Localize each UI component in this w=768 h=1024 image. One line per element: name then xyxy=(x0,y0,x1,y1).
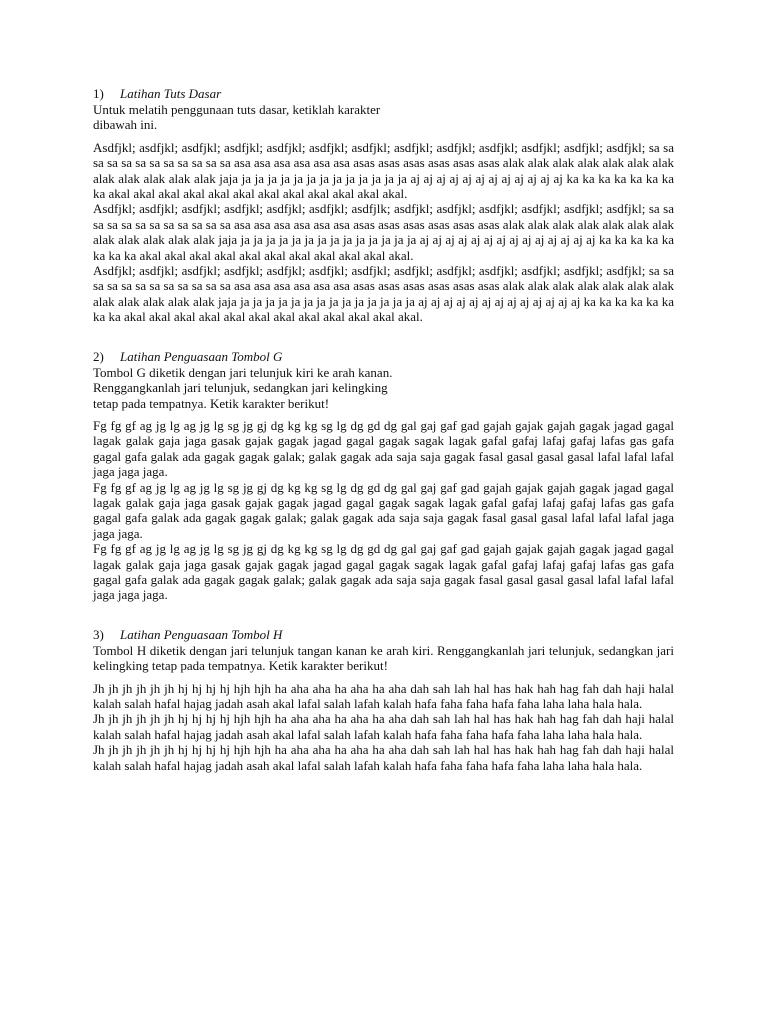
section-intro: Tombol H diketik dengan jari telunjuk tangan kanan ke arah kiri. Renggangkanlah jari telunjuk, sedangkan jari kelingking tetap pada tempatnya. Ketik karakter berikut! xyxy=(93,642,674,674)
section-tombol-h xyxy=(93,627,674,773)
drill-paragraph: Asdfjkl; asdfjkl; asdfjkl; asdfjkl; asdfjkl; asdfjkl; asdfjkl; asdfjkl; asdfjkl; asdfjkl; asdfjkl; asdfjkl; asdfjkl; sa sa sa sa sa sa sa sa sa sa sa sa asa asa asa asa asa asa asas asas asas asas asas asas alak alak alak alak alak alak alak alak alak alak alak alak jaja ja ja ja ja ja ja ja ja ja ja ja ja ja aj aj aj aj aj aj aj aj aj aj aj aj ka ka ka ka ka ka ka ka akal akal akal akal akal akal akal akal akal akal akal akal. xyxy=(93,139,674,202)
drill-paragraph: Asdfjkl; asdfjkl; asdfjkl; asdfjkl; asdfjkl; asdfjkl; asdfjkl; asdfjkl; asdfjkl; asdfjkl; asdfjkl; asdfjkl; asdfjkl; sa sa sa sa sa sa sa sa sa sa sa sa asa asa asa asa asa asa asas asas asas asas asas asas alak alak alak alak alak alak alak alak alak alak alak alak jaja ja ja ja ja ja ja ja ja ja ja ja ja ja ja aj aj aj aj aj aj aj aj aj aj aj aj aj ka ka ka ka ka ka ka ka akal akal akal akal akal akal akal akal akal akal akal akal. xyxy=(93,263,674,325)
section-tombol-g xyxy=(93,349,674,603)
section-number: 1) xyxy=(93,86,104,101)
drill-text xyxy=(93,681,674,773)
section-heading xyxy=(93,349,674,365)
document-page xyxy=(93,86,674,789)
drill-text xyxy=(93,418,674,603)
section-number: 2) xyxy=(93,348,104,364)
drill-paragraph: Fg fg gf ag jg lg ag jg lg sg jg gj dg kg kg sg lg dg gd dg gal gaj gaf gad gajah gajak gajah gagak jagad gagal lagak galak gaja jaga gasak gajak gagak jagad gagal gagak sagak lagak gafal gafaj lafaj gafaj lafas gas gafa gagal gafa galak ada gagak gagak galak; galak gagak ada saja saja gagak fasal gasal gasal gasal lafal lafal lafal jaga jaga jaga. xyxy=(93,541,674,603)
section-tuts-dasar xyxy=(93,86,674,325)
section-number: 3) xyxy=(93,626,104,642)
drill-paragraph: Fg fg gf ag jg lg ag jg lg sg jg gj dg kg kg sg lg dg gd dg gal gaj gaf gad gajah gajak gajah gagak jagad gagal lagak galak gaja jaga gasak gajak gagak jagad gagal gagak sagak lagak gafal gafaj lafaj gafaj lafas gas gafa gagal gafa galak ada gagak gagak galak; galak gagak ada saja saja gagak fasal gasal gasal gasal lafal lafal lafal jaga jaga jaga. xyxy=(93,417,674,480)
section-title: Latihan Penguasaan Tombol G xyxy=(120,348,283,364)
drill-text xyxy=(93,140,674,325)
drill-paragraph: Jh jh jh jh jh jh hj hj hj hj hjh hjh ha aha aha ha aha ha aha dah sah lah hal has hak hah hag fah dah haji halal kalah salah hafal hajag jadah asah akal lafal salah lafah kalah hafa faha faha hafa faha laha laha hala hala. xyxy=(93,742,674,773)
section-heading xyxy=(93,86,674,102)
section-heading xyxy=(93,627,674,643)
drill-paragraph: Jh jh jh jh jh jh hj hj hj hj hjh hjh ha aha aha ha aha ha aha dah sah lah hal has hak hah hag fah dah haji halal kalah salah hafal hajag jadah asah akal lafal salah lafah kalah hafa faha faha hafa faha laha laha hala hala. xyxy=(93,680,674,711)
section-intro: Untuk melatih penggunaan tuts dasar, ketiklah karakter dibawah ini. xyxy=(93,102,381,133)
section-intro: Tombol G diketik dengan jari telunjuk kiri ke arah kanan. Renggangkanlah jari telunjuk, sedangkan jari kelingking tetap pada tempatnya. Ketik karakter berikut! xyxy=(93,364,393,411)
section-title: Latihan Tuts Dasar xyxy=(120,86,222,101)
drill-paragraph: Jh jh jh jh jh jh hj hj hj hj hjh hjh ha aha aha ha aha ha aha dah sah lah hal has hak hah hag fah dah haji halal kalah salah hafal hajag jadah asah akal lafal salah lafah kalah hafa faha faha hafa faha laha laha hala hala. xyxy=(93,711,674,742)
drill-paragraph: Fg fg gf ag jg lg ag jg lg sg jg gj dg kg kg sg lg dg gd dg gal gaj gaf gad gajah gajak gajah gagak jagad gagal lagak galak gaja jaga gasak gajak gagak jagad gagal gagak sagak lagak gafal gafaj lafaj gafaj lafas gas gafa gagal gafa galak ada gagak gagak galak; galak gagak ada saja saja gagak fasal gasal gasal lafal lafal lafal jaga jaga jaga. xyxy=(93,479,674,541)
drill-paragraph: Asdfjkl; asdfjkl; asdfjkl; asdfjkl; asdfjkl; asdfjkl; asdfjlk; asdfjkl; asdfjkl; asdfjkl; asdfjkl; asdfjkl; asdfjkl; sa sa sa sa sa sa sa sa sa sa sa sa asa asa asa asa asa asa asas asas asas asas asas asas alak alak alak alak alak alak alak alak alak alak alak alak jaja ja ja ja ja ja ja ja ja ja ja ja ja ja ja aj aj aj aj aj aj aj aj aj aj aj aj aj aj ka ka ka ka ka ka ka ka akal akal akal akal akal akal akal akal akal akal akal. xyxy=(93,201,674,263)
section-title: Latihan Penguasaan Tombol H xyxy=(120,626,283,642)
